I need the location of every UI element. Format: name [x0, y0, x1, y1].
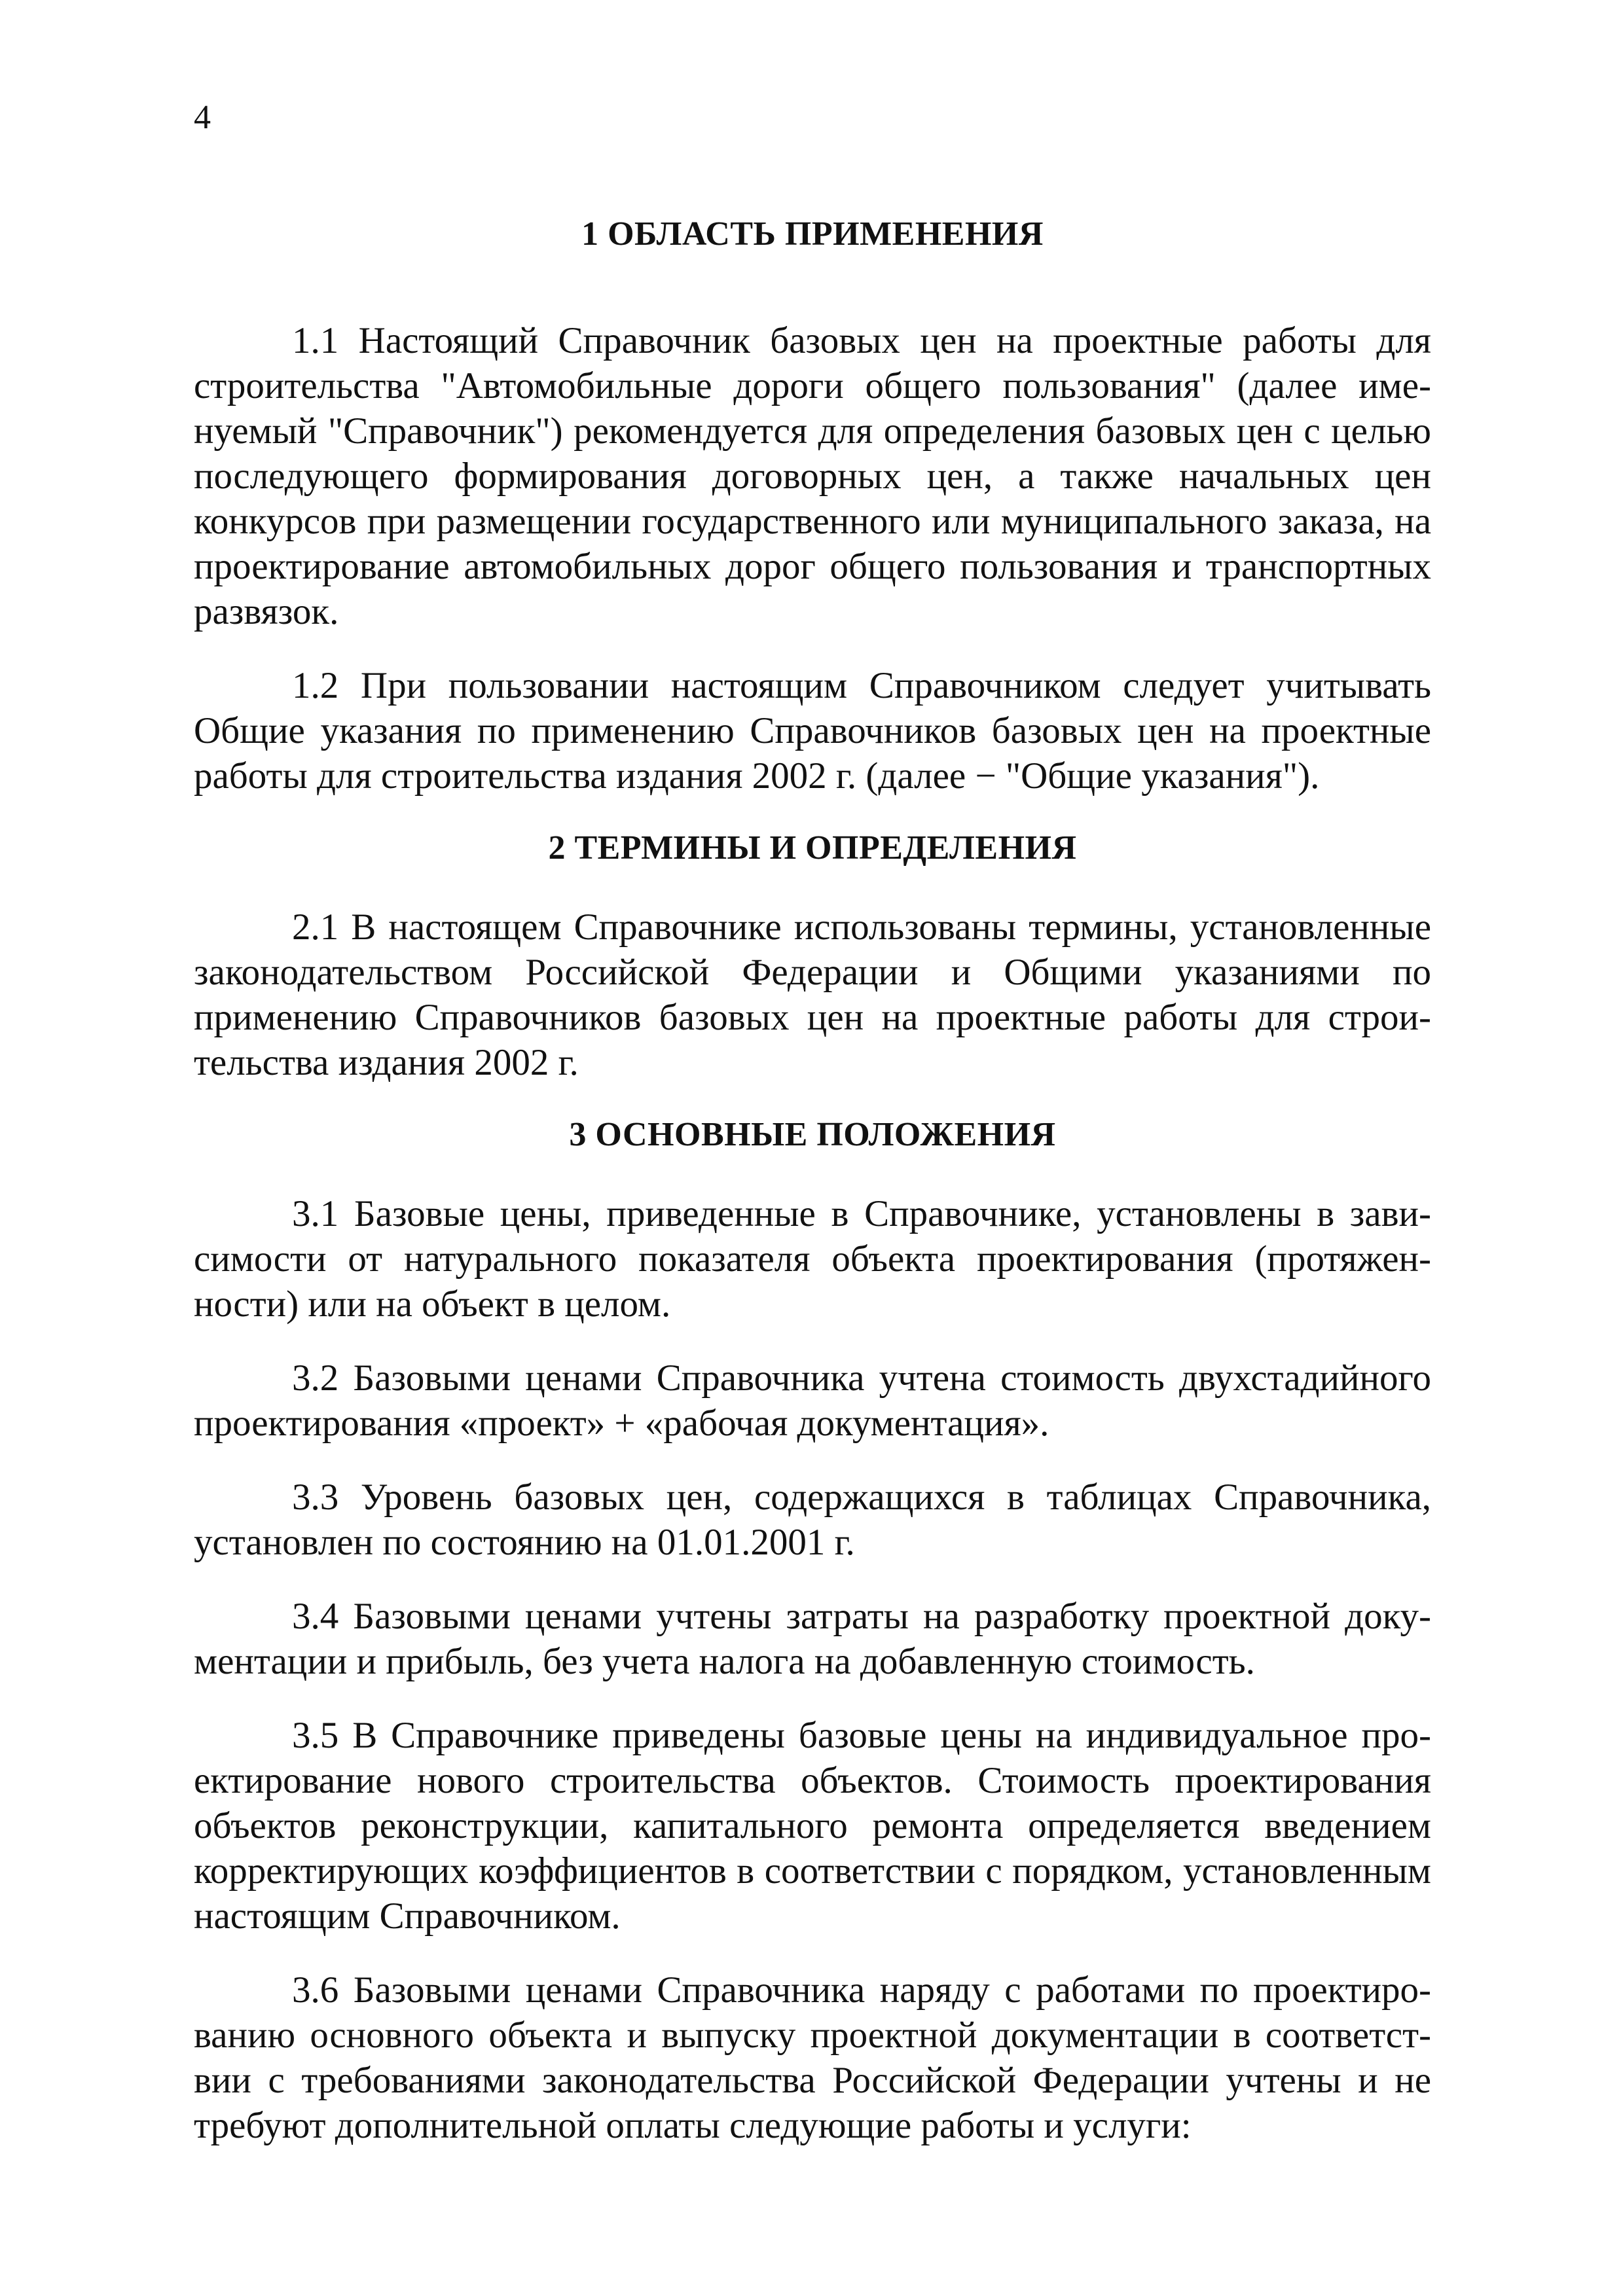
- paragraph-3-5: 3.5 В Справочнике приведены базовые цены на индивидуальное проектирование нового строительства объектов. Стоимость проектирования объектов реконструкции, капитального ремонта определяется введением корректирующих коэффициентов в соответствии с порядком, установленным настоящим Справочником.: [194, 1715, 1431, 1937]
- paragraph-1-2: 1.2 При пользовании настоящим Справочником следует учитывать Общие указания по применению Справочников базовых цен на проектные работы для строительства издания 2002 г. (далее − "Общие указания").: [194, 665, 1431, 797]
- section-title-scope: 1 ОБЛАСТЬ ПРИМЕНЕНИЯ: [581, 215, 1044, 253]
- section-title-provisions: 3 ОСНОВНЫЕ ПОЛОЖЕНИЯ: [569, 1116, 1056, 1153]
- section-title-terms: 2 ТЕРМИНЫ И ОПРЕДЕЛЕНИЯ: [548, 829, 1077, 867]
- paragraph-1-1: 1.1 Настоящий Справочник базовых цен на проектные работы для строительства "Автомобильные дороги общего пользования" (далее именуемый "Справочник") рекомендуется для определения базовых цен с целью последующего формирования договорных цен, а также начальных цен конкурсов при размещении государственного или муниципального заказа, на проектирование автомобильных дорог общего пользования и транспортных развязок.: [194, 320, 1431, 632]
- paragraph-3-6: 3.6 Базовыми ценами Справочника наряду с работами по проектированию основного объекта и выпуску проектной документации в соответствии с требованиями законодательства Российской Федерации учтены и не требуют дополнительной оплаты следующие работы и услуги:: [194, 1969, 1431, 2146]
- paragraph-3-3: 3.3 Уровень базовых цен, содержащихся в таблицах Справочника, установлен по состоянию на 01.01.2001 г.: [194, 1477, 1431, 1563]
- paragraph-3-1: 3.1 Базовые цены, приведенные в Справочнике, установлены в зависимости от натурального показателя объекта проектирования (протяженности) или на объект в целом.: [194, 1193, 1431, 1325]
- paragraph-3-4: 3.4 Базовыми ценами учтены затраты на разработку проектной документации и прибыль, без учета налога на добавленную стоимость.: [194, 1596, 1431, 1682]
- document-body: [194, 196, 1431, 2148]
- page-number: 4: [194, 99, 211, 136]
- paragraph-3-2: 3.2 Базовыми ценами Справочника учтена стоимость двухстадийного проектирования «проект» + «рабочая документация».: [194, 1357, 1431, 1444]
- paragraph-2-1: 2.1 В настоящем Справочнике использованы термины, установленные законодательством Российской Федерации и Общими указаниями по применению Справочников базовых цен на проектные работы для строительства издания 2002 г.: [194, 906, 1431, 1083]
